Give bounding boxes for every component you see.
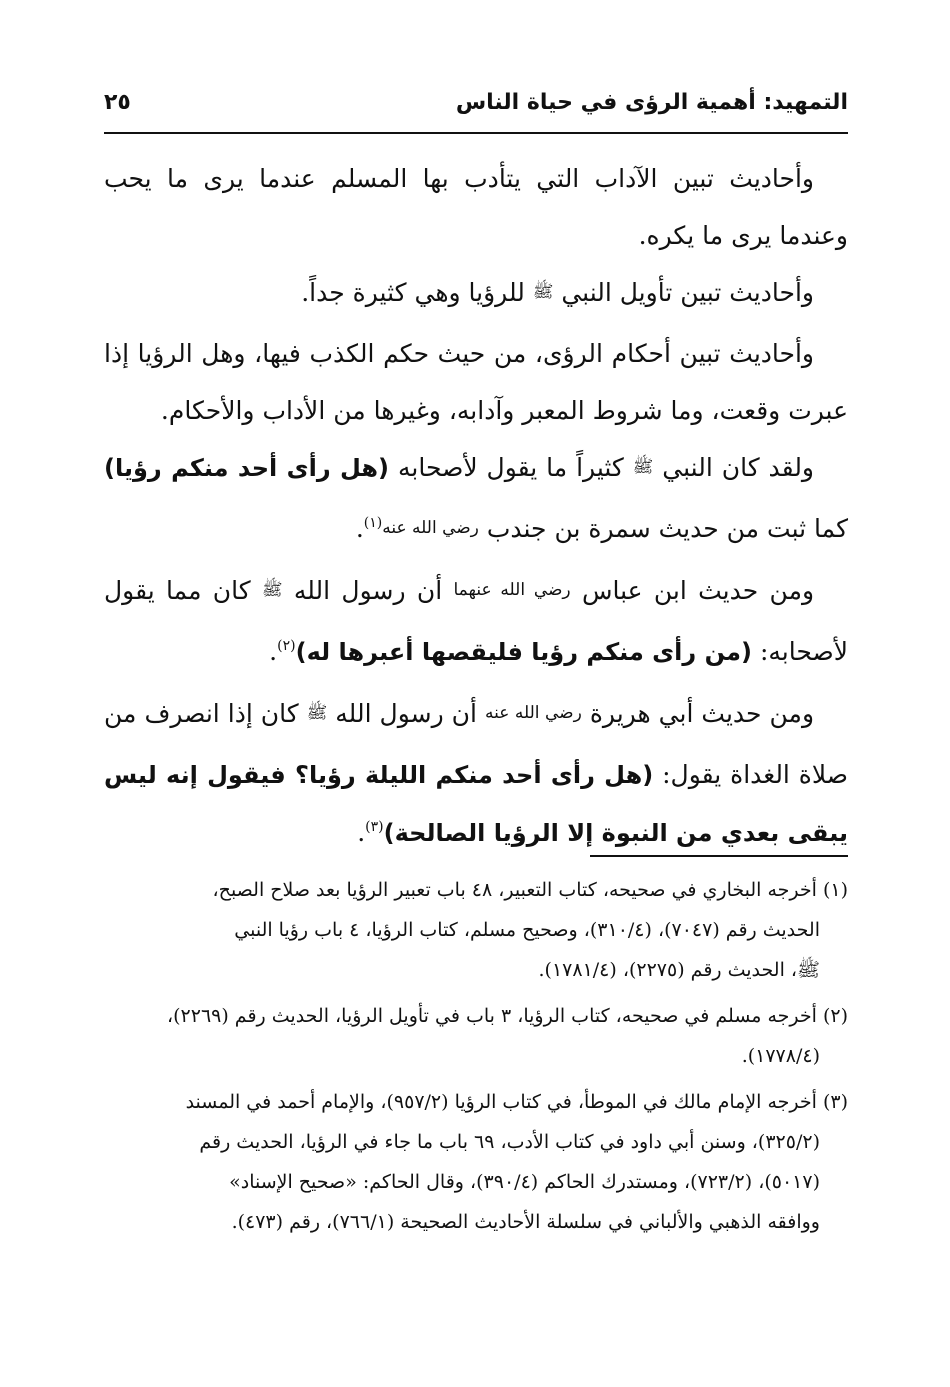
footnote-3 bbox=[104, 1082, 848, 1242]
footnote-ref: (١) bbox=[363, 515, 383, 531]
hadith-quote: (هل رأى أحد منكم رؤيا) bbox=[104, 454, 390, 482]
text-segment: وأحاديث تبين تأويل النبي bbox=[561, 278, 814, 307]
salawat-glyph: ﷺ bbox=[306, 703, 328, 723]
footnote-divider bbox=[590, 855, 848, 857]
running-header bbox=[104, 86, 848, 130]
text-segment: كما ثبت من حديث سمرة بن جندب bbox=[486, 514, 848, 543]
footnote-line: (١٧٧٨/٤). bbox=[741, 1045, 820, 1067]
paragraph-abu-hurayra-hadith bbox=[104, 685, 848, 866]
paragraph-interpretation bbox=[104, 264, 848, 325]
radiyallahu-glyph: رضي الله عنهما bbox=[453, 580, 571, 600]
footnote-1 bbox=[104, 870, 848, 990]
text-segment: كان مما يقول لأصحابه: bbox=[104, 576, 848, 666]
radiyallahu-glyph: رضي الله عنه bbox=[382, 518, 479, 538]
header-divider bbox=[104, 132, 848, 134]
chapter-title: التمهيد: أهمية الرؤى في حياة الناس bbox=[455, 90, 848, 115]
salawat-glyph: ﷺ bbox=[532, 282, 554, 302]
footnote-line: (٢)أخرجه مسلم في صحيحه، كتاب الرؤيا، ٣ باب في تأويل الرؤيا، الحديث رقم (٢٢٦٩)، bbox=[104, 996, 848, 1036]
text-segment: ومن حديث ابن عباس bbox=[581, 576, 815, 605]
text-segment: أن رسول الله bbox=[335, 699, 477, 728]
text-segment: كثيراً ما يقول لأصحابه bbox=[397, 453, 624, 482]
hadith-quote: (هل رأى أحد منكم الليلة رؤيا؟ فيقول إنه ليس يبقى بعدي من النبوة إلا الرؤيا الصالحة) bbox=[104, 761, 848, 847]
paragraph-ibn-abbas-hadith bbox=[104, 562, 848, 685]
text-segment: ومن حديث أبي هريرة bbox=[589, 699, 815, 728]
footnote-ref: (٢) bbox=[277, 638, 296, 654]
footnote-line: (١)أخرجه البخاري في صحيحه، كتاب التعبير، ٤٨ باب تعبير الرؤيا بعد صلاح الصبح، bbox=[104, 870, 848, 910]
text-segment: كان إذا انصرف من صلاة الغداة يقول: bbox=[104, 699, 849, 789]
footnote-line: ووافقه الذهبي والألباني في سلسلة الأحاديث الصحيحة (٧٦٦/١)، رقم (٤٧٣). bbox=[231, 1211, 820, 1233]
footnotes bbox=[104, 870, 848, 1248]
salawat-glyph: ﷺ bbox=[632, 457, 654, 477]
text-segment: . bbox=[357, 818, 366, 847]
footnote-ref: (٣) bbox=[365, 819, 384, 835]
main-text bbox=[104, 150, 848, 866]
text-segment: . bbox=[355, 514, 364, 543]
text-segment: أن رسول الله bbox=[293, 576, 443, 605]
footnote-line: (٣)أخرجه الإمام مالك في الموطأ، في كتاب الرؤيا (٩٥٧/٢)، والإمام أحمد في المسند bbox=[104, 1082, 848, 1122]
paragraph-samura-hadith bbox=[104, 439, 848, 562]
salawat-glyph: ﷺ bbox=[262, 580, 283, 600]
paragraph-etiquette: وأحاديث تبين الآداب التي يتأدب بها المسلم عندما يرى ما يحب وعندما يرى ما يكره. bbox=[104, 164, 848, 250]
footnote-number: (٣) bbox=[822, 1091, 848, 1113]
radiyallahu-glyph: رضي الله عنه bbox=[485, 703, 582, 723]
page-number: ٢٥ bbox=[104, 90, 131, 115]
footnote-line: (٥٠١٧)، (٧٢٣/٢)، ومستدرك الحاكم (٣٩٠/٤)، وقال الحاكم: «صحيح الإسناد» bbox=[229, 1171, 820, 1193]
footnote-2 bbox=[104, 996, 848, 1076]
footnote-line: (٣٢٥/٢)، وسنن أبي داود في كتاب الأدب، ٦٩ باب ما جاء في الرؤيا، الحديث رقم bbox=[199, 1131, 820, 1153]
paragraph-rulings: وأحاديث تبين أحكام الرؤى، من حيث حكم الكذب فيها، وهل الرؤيا إذا عبرت وقعت، وما شروط المعبر وآدابه، وغيرها من الأداب والأحكام. bbox=[104, 339, 848, 425]
footnote-line: ﷺ، الحديث رقم (٢٢٧٥)، (١٧٨١/٤). bbox=[538, 959, 820, 981]
footnote-number: (١) bbox=[822, 879, 848, 901]
text-segment: ولقد كان النبي bbox=[662, 453, 815, 482]
text-segment: . bbox=[269, 637, 278, 666]
text-segment: للرؤيا وهي كثيرة جداً. bbox=[301, 278, 525, 307]
hadith-quote: (من رأى منكم رؤيا فليقصها أعبرها له) bbox=[295, 638, 753, 666]
footnote-number: (٢) bbox=[822, 1005, 848, 1027]
footnote-line: الحديث رقم (٧٠٤٧)، (٣١٠/٤)، وصحيح مسلم، كتاب الرؤيا، ٤ باب رؤيا النبي bbox=[234, 919, 820, 941]
